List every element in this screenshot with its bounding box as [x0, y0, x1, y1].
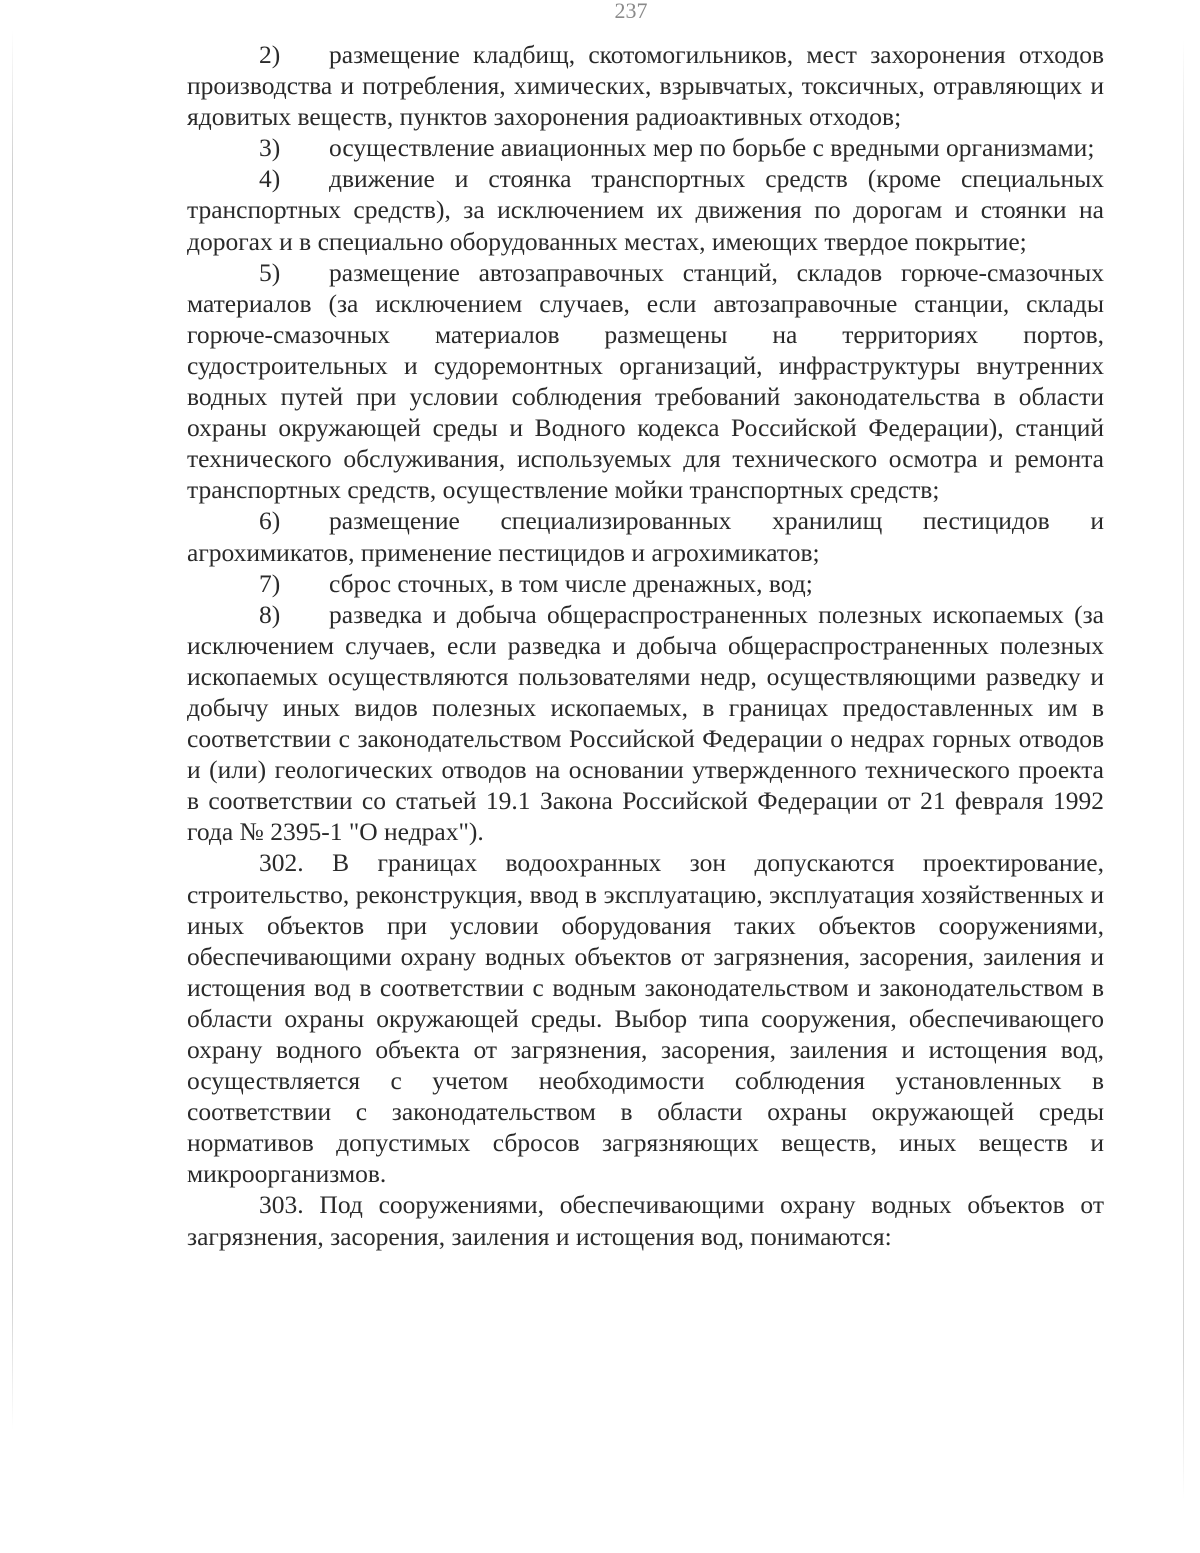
list-item-6 [187, 505, 1104, 567]
scan-edge-right [1183, 40, 1184, 1500]
item-number: 8) [259, 599, 281, 629]
item-text: сброс сточных, в том числе дренажных, вод; [329, 568, 813, 598]
paragraph-303 [187, 1189, 1104, 1251]
item-text: размещение кладбищ, скотомогильников, мест захоронения отходов производства и потребления, химических, взрывчатых, токсичных, отравляющих и ядовитых веществ, пунктов захоронения радиоактивных отходов; [187, 40, 1104, 132]
item-number: 6) [259, 506, 281, 536]
list-item-8 [187, 599, 1104, 848]
scan-edge-left [12, 30, 13, 1430]
item-number: 5) [259, 257, 281, 287]
page-number: 237 [614, 0, 648, 18]
list-item-5 [187, 257, 1104, 506]
item-text: движение и стоянка транспортных средств (кроме специальных транспортных средств), за исключением их движения по дорогам и стоянки на дорогах и в специально оборудованных местах, имеющих твердое покрытие; [187, 164, 1104, 256]
paragraph-text: 303. Под сооружениями, обеспечивающими охрану водных объектов от загрязнения, засорения, заиления и истощения вод, понимаются: [187, 1190, 1104, 1251]
item-text: разведка и добыча общераспространенных полезных ископаемых (за исключением случаев, если разведка и добыча общераспространенных полезных ископаемых осуществляются пользователями недр, осуществляющими разведку и добычу иных видов полезных ископаемых, в границах предоставленных им в соответствии с законодательством Российской Федерации о недрах горных отводов и (или) геологических отводов на основании утвержденного технического проекта в соответствии со статьей 19.1 Закона Российской Федерации от 21 февраля 1992 года № 2395-1 "О недрах"). [187, 599, 1104, 847]
item-number: 4) [259, 164, 281, 194]
item-number: 2) [259, 40, 281, 69]
list-item-4 [187, 163, 1104, 256]
item-number: 7) [259, 568, 281, 598]
item-text: осуществление авиационных мер по борьбе с вредными организмами; [329, 133, 1095, 163]
paragraph-302 [187, 847, 1104, 1189]
list-item-7 [187, 568, 1104, 599]
item-number: 3) [259, 133, 281, 163]
item-text: размещение автозаправочных станций, складов горюче-смазочных материалов (за исключением случаев, если автозаправочные станции, склады горюче-смазочных материалов размещены на территориях портов, судостроительных и судоремонтных организаций, инфраструктуры внутренних водных путей при условии соблюдения требований законодательства в области охраны окружающей среды и Водного кодекса Российской Федерации), станций технического обслуживания, используемых для технического осмотра и ремонта транспортных средств, осуществление мойки транспортных средств; [187, 257, 1104, 505]
paragraph-text: 302. В границах водоохранных зон допускаются проектирование, строительство, реконструкция, ввод в эксплуатацию, эксплуатация хозяйственных и иных объектов при условии оборудования таких объектов сооружениями, обеспечивающими охрану водных объектов от загрязнения, засорения, заиления и истощения вод в соответствии с водным законодательством и законодательством в области охраны окружающей среды. Выбор типа сооружения, обеспечивающего охрану водного объекта от загрязнения, засорения, заиления и истощения вод, осуществляется с учетом необходимости соблюдения установленных в соответствии с законодательством в области охраны окружающей среды нормативов допустимых сбросов загрязняющих веществ, иных веществ и микроорганизмов. [187, 848, 1104, 1189]
list-item-3 [187, 132, 1104, 163]
document-body [187, 39, 1104, 1252]
list-item-2 [187, 39, 1104, 132]
item-text: размещение специализированных хранилищ пестицидов и агрохимикатов, применение пестицидов и агрохимикатов; [187, 506, 1104, 567]
